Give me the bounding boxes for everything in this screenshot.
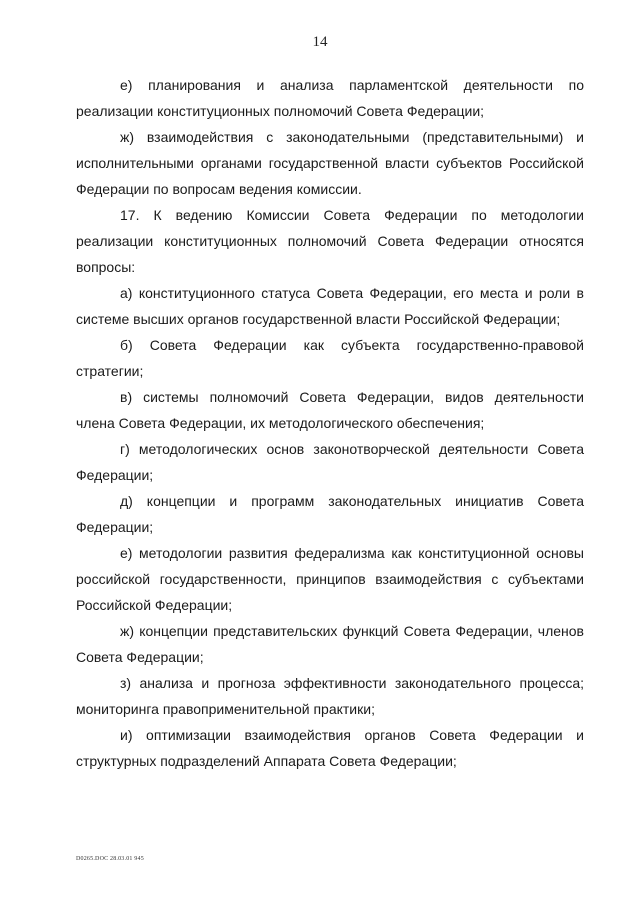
document-body bbox=[76, 72, 584, 774]
paragraph-zh-representative: ж) концепции представительских функций Совета Федерации, членов Совета Федерации; bbox=[76, 623, 584, 665]
paragraph-e-planning: е) планирования и анализа парламентской деятельности по реализации конституционных полномочий Совета Федерации; bbox=[76, 77, 584, 119]
page-number: 14 bbox=[312, 34, 328, 50]
paragraph-d-initiatives: д) концепции и программ законодательных инициатив Совета Федерации; bbox=[76, 493, 584, 535]
paragraph-zh-interaction: ж) взаимодействия с законодательными (представительными) и исполнительными органами государственной власти субъектов Российской Федерации по вопросам ведения комиссии. bbox=[76, 129, 584, 197]
paragraph-e-federalism: е) методологии развития федерализма как конституционной основы российской государственности, принципов взаимодействия с субъектами Российской Федерации; bbox=[76, 545, 584, 613]
footer-document-code: D0265.DOC 28.03.01 945 bbox=[76, 856, 144, 862]
paragraph-b-strategy: б) Совета Федерации как субъекта государственно-правовой стратегии; bbox=[76, 337, 584, 379]
paragraph-i-optimization: и) оптимизации взаимодействия органов Совета Федерации и структурных подразделений Аппарата Совета Федерации; bbox=[76, 727, 584, 769]
paragraph-g-lawmaking: г) методологических основ законотворческой деятельности Совета Федерации; bbox=[76, 441, 584, 483]
paragraph-v-powers: в) системы полномочий Совета Федерации, видов деятельности члена Совета Федерации, их методологического обеспечения; bbox=[76, 389, 584, 431]
paragraph-a-status: а) конституционного статуса Совета Федерации, его места и роли в системе высших органов государственной власти Российской Федерации; bbox=[76, 285, 584, 327]
paragraph-17-commission: 17. К ведению Комиссии Совета Федерации по методологии реализации конституционных полномочий Совета Федерации относятся вопросы: bbox=[76, 207, 584, 275]
paragraph-z-analysis: з) анализа и прогноза эффективности законодательного процесса; мониторинга правоприменительной практики; bbox=[76, 675, 584, 717]
